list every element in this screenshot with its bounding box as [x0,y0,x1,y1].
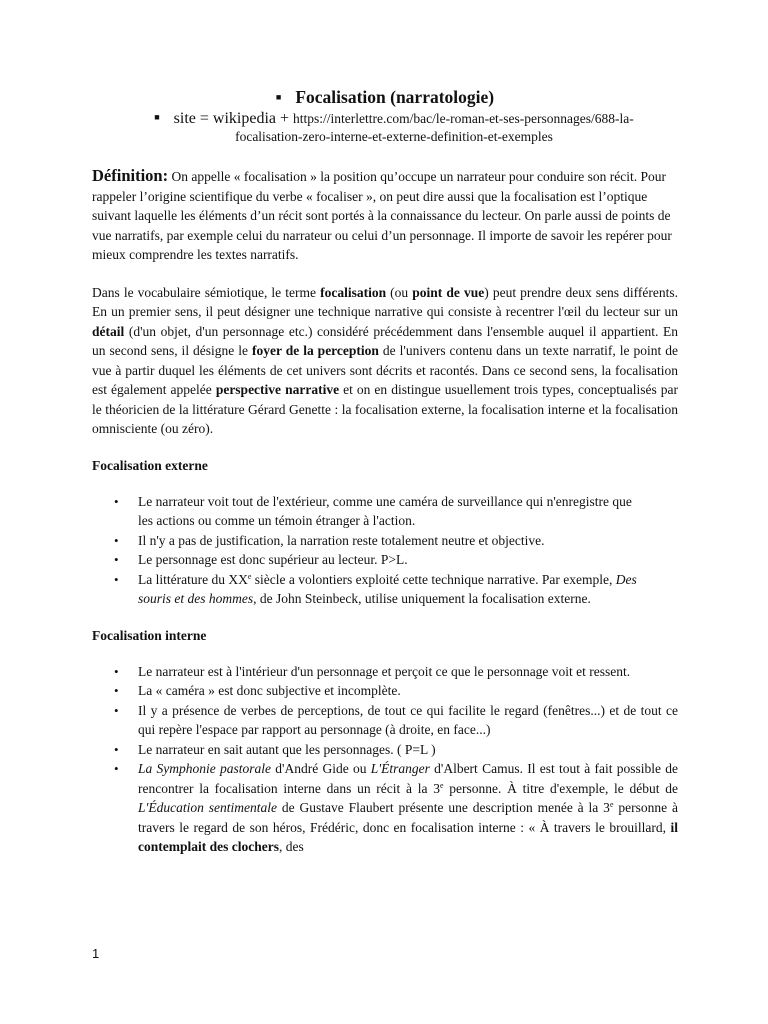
text-run: personne à travers le regard de son héros, Frédéric, donc en focalisation interne : « À travers le brouillard, [138,800,678,835]
list-item [92,701,678,740]
intro-text: ) peut prendre deux sens différents. En un premier sens, il peut désigner une technique narrative qui consiste à recentrer l'œil du lecteur sur un [92,284,679,319]
page-title: Focalisation (narratologie) [295,87,495,107]
list-item-text: Le personnage est donc supérieur au lecteur. P>L. [138,552,408,567]
intro-text: de l'univers contenu dans un texte narratif, le point de vue à partir duquel les éléments de cet univers sont décrits et racontés. Dans ce second sens, la focalisation est également appelée [92,343,678,397]
list-item-text: La « caméra » est donc subjective et incomplète. [138,683,401,698]
bullet-icon: • [114,702,119,718]
document-page [92,86,678,857]
intro-text: (d'un objet, d'un personnage etc.) considéré précédemment dans l'ensemble auquel il appartient. En un second sens, il désigne le [92,323,678,358]
bullet-icon: • [114,552,119,567]
bullet-icon: • [114,741,119,757]
site-label: site = wikipedia + [173,110,294,127]
list-item [92,531,678,551]
term-point-de-vue: point de vue [412,284,485,300]
square-bullet-icon: ■ [275,92,282,102]
square-bullet-icon: ■ [154,112,160,122]
definition-text: On appelle « focalisation » la position qu’occupe un narrateur pour conduire son récit. Pour rappeler l’origine scientifique du verbe « focaliser », on peut dire aussi que la focalisation est l’optique suivant laquelle les éléments d’un récit sont portés à la connaissance du lecteur. On parle aussi de points de vue narratifs, par exemple celui du narrateur ou celui d’un personnage. Il importe de savoir les repérer pour mieux comprendre les textes narratifs. [92,169,672,262]
list-item [92,662,678,682]
bullet-icon: • [114,683,119,698]
source-url-part2[interactable]: focalisation-zero-interne-et-externe-definition-et-exemples [235,129,553,144]
list-item [92,740,678,760]
text-run: d'André Gide ou [271,761,371,776]
text-run: siècle a volontiers exploité cette technique narrative. Par exemple, [251,571,616,587]
list-item [92,492,678,531]
list-item-text [138,759,678,857]
text-run: de Gustave Flaubert présente une description menée à la 3 [277,800,610,815]
heading-focalisation-externe: Focalisation externe [92,457,208,473]
list-item-text: Il y a présence de verbes de perceptions, de tout ce qui facilite le regard (fenêtres...) et de tout ce qui repère l'espace par rapport au personnage (à droite, en face...) [138,702,678,737]
quote-bold: il contemplait des clochers [138,819,678,854]
term-perspective-narrative: perspective narrative [215,382,340,397]
text-run: La littérature du XX [138,571,248,587]
bullet-icon: • [114,532,119,548]
book-title: La Symphonie pastorale [138,761,272,776]
intro-text: (ou [386,284,413,300]
bullet-icon: • [114,571,119,587]
list-item-text [138,570,638,609]
page-number: 1 [92,946,100,961]
interne-list [92,662,678,857]
intro-text: Dans le vocabulaire sémiotique, le terme [92,284,321,300]
book-title: L'Éducation sentimentale [138,800,277,815]
list-item-text: Le narrateur en sait autant que les personnages. ( P=L ) [138,741,436,757]
text-run: , des [278,839,304,854]
intro-text: et on en distingue usuellement trois types, conceptualisés par le théoricien de la littérature Gérard Genette : la focalisation externe, la focalisation interne et la focalisation omnisciente (ou zéro). [92,382,678,436]
heading-focalisation-interne: Focalisation interne [92,627,207,643]
title-bullet-line [92,86,678,108]
bullet-icon: • [114,761,119,776]
superscript: e [439,780,444,790]
list-item-text: Le narrateur voit tout de l'extérieur, comme une caméra de surveillance qui n'enregistre que les actions ou comme un témoin étranger à l'action. [138,493,632,528]
bullet-icon: • [114,493,119,509]
superscript: e [609,800,614,809]
list-item [92,681,678,701]
bullet-icon: • [114,663,119,679]
text-run: d'Albert Camus. Il est tout à fait possible de rencontrer la focalisation interne dans un récit à la 3 [138,761,678,796]
intro-paragraph [92,283,678,439]
source-line [92,108,678,146]
term-focalisation: focalisation [320,284,387,300]
list-item-text: Il n'y a pas de justification, la narration reste totalement neutre et objective. [138,532,545,548]
definition-paragraph [92,166,678,265]
book-title: L'Étranger [370,761,430,776]
book-title: Des souris et des hommes [138,571,637,606]
externe-list [92,492,678,609]
definition-label: Définition: [92,166,169,185]
list-item [92,570,678,609]
text-run: , de John Steinbeck, utilise uniquement la focalisation externe. [253,591,591,606]
list-item [92,759,678,857]
term-foyer-perception: foyer de la perception [252,343,379,358]
source-url-part1[interactable]: https://interlettre.com/bac/le-roman-et-ses-personnages/688-la- [293,111,634,126]
text-run: personne. À titre d'exemple, le début de [443,780,678,796]
superscript: e [247,571,252,581]
list-item [92,550,678,570]
term-detail: détail [92,323,125,339]
list-item-text: Le narrateur est à l'intérieur d'un personnage et perçoit ce que le personnage voit et ressent. [138,663,631,679]
